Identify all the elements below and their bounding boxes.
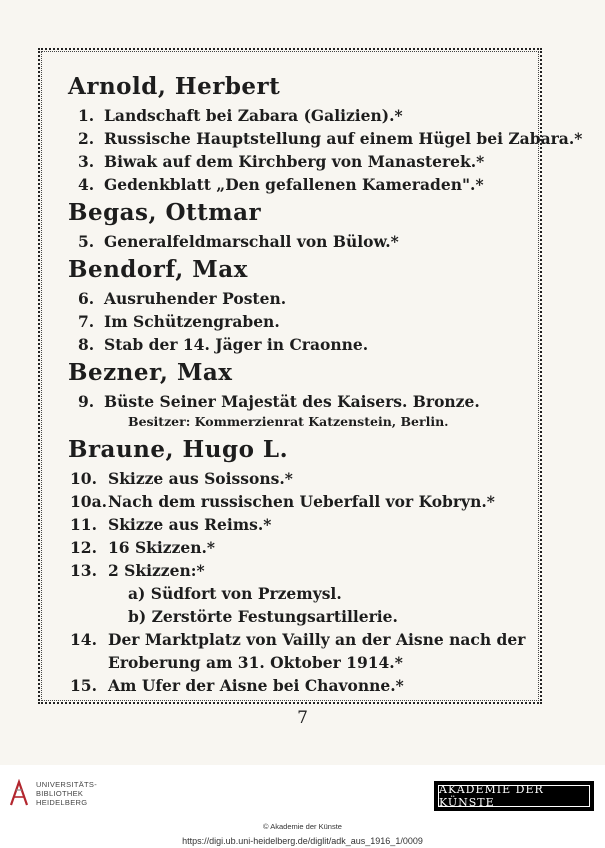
akademie-logo-text: AKADEMIE DER KÜNSTE <box>438 785 590 807</box>
artist-section <box>68 196 528 253</box>
library-name-line: HEIDELBERG <box>36 797 88 807</box>
library-name-line: UNIVERSITÄTS- <box>36 779 97 789</box>
item-title: Biwak auf dem Kirchberg von Manasterek.* <box>104 152 485 171</box>
catalog-item <box>68 173 528 196</box>
item-number: 12. <box>70 538 97 557</box>
item-title: Im Schützengraben. <box>104 312 280 331</box>
source-url[interactable]: https://digi.ub.uni-heidelberg.de/diglit/adk_aus_1916_1/0009 <box>182 836 423 846</box>
artist-section <box>68 70 583 196</box>
catalog-item <box>68 390 528 413</box>
artist-name: Arnold, Herbert <box>68 73 281 100</box>
item-number: 5. <box>78 232 95 251</box>
item-title: Ausruhender Posten. <box>104 289 287 308</box>
copyright-notice: © Akademie der Künste <box>263 822 342 831</box>
artist-name: Bendorf, Max <box>68 256 248 283</box>
library-emblem-icon <box>8 779 30 807</box>
item-number: 9. <box>78 392 95 411</box>
item-title: Landschaft bei Zabara (Galizien).* <box>104 106 403 125</box>
catalog-item <box>68 536 528 559</box>
artist-name: Braune, Hugo L. <box>68 436 289 463</box>
artist-name: Begas, Ottmar <box>68 199 262 226</box>
item-title: Skizze aus Soissons.* <box>108 469 293 488</box>
item-title: Nach dem russischen Ueberfall vor Kobryn.* <box>108 492 495 511</box>
item-title: Generalfeldmarschall von Bülow.* <box>104 232 399 251</box>
page-number: 7 <box>297 708 308 728</box>
item-title: Der Marktplatz von Vailly an der Aisne nach der <box>108 630 526 649</box>
catalog-item <box>68 150 528 173</box>
item-number: 2. <box>78 129 95 148</box>
catalog-item <box>68 559 528 582</box>
library-name <box>36 780 97 807</box>
item-number: 10a. <box>70 492 108 511</box>
item-number: 15. <box>70 676 97 695</box>
catalog-item <box>68 104 528 127</box>
item-title: 2 Skizzen:* <box>108 561 205 580</box>
item-number <box>68 651 108 674</box>
artist-section <box>68 433 528 697</box>
item-number: 6. <box>78 289 95 308</box>
item-number: 8. <box>78 335 95 354</box>
catalog-item <box>68 230 528 253</box>
catalog-item <box>68 287 528 310</box>
catalog-item <box>68 467 528 490</box>
item-number: 13. <box>70 561 97 580</box>
library-name-line: BIBLIOTHEK <box>36 788 84 798</box>
item-number: 3. <box>78 152 95 171</box>
catalog-item-continuation <box>68 651 528 674</box>
item-number: 4. <box>78 175 95 194</box>
item-number: 11. <box>70 515 97 534</box>
item-title: Skizze aus Reims.* <box>108 515 272 534</box>
artist-section <box>68 356 528 433</box>
item-number: 7. <box>78 312 95 331</box>
item-title: Büste Seiner Majestät des Kaisers. Bronze. <box>104 392 480 411</box>
catalog-item <box>68 513 528 536</box>
item-title: Gedenkblatt „Den gefallenen Kameraden".* <box>104 175 484 194</box>
viewer-footer <box>0 765 605 848</box>
catalog-content <box>68 70 583 697</box>
item-title: Eroberung am 31. Oktober 1914.* <box>108 653 403 672</box>
artist-section <box>68 253 528 356</box>
catalog-item <box>68 310 528 333</box>
catalog-subitem: b) Zerstörte Festungsartillerie. <box>128 607 398 626</box>
item-number: 14. <box>70 630 97 649</box>
item-title: Stab der 14. Jäger in Craonne. <box>104 335 369 354</box>
item-title: Russische Hauptstellung auf einem Hügel bei Zabara.* <box>104 129 583 148</box>
item-number: 10. <box>70 469 97 488</box>
library-logo[interactable] <box>8 779 97 807</box>
catalog-item <box>68 490 528 513</box>
catalog-item <box>68 333 528 356</box>
item-number: 1. <box>78 106 95 125</box>
item-title: 16 Skizzen.* <box>108 538 216 557</box>
catalog-item <box>68 628 528 651</box>
catalog-subitem: a) Südfort von Przemysl. <box>128 584 342 603</box>
catalog-item <box>68 127 583 150</box>
catalog-item <box>68 674 528 697</box>
artist-name: Bezner, Max <box>68 359 233 386</box>
owner-note: Besitzer: Kommerzienrat Katzenstein, Berlin. <box>128 414 449 429</box>
akademie-logo[interactable] <box>434 781 594 811</box>
item-title: Am Ufer der Aisne bei Chavonne.* <box>108 676 404 695</box>
